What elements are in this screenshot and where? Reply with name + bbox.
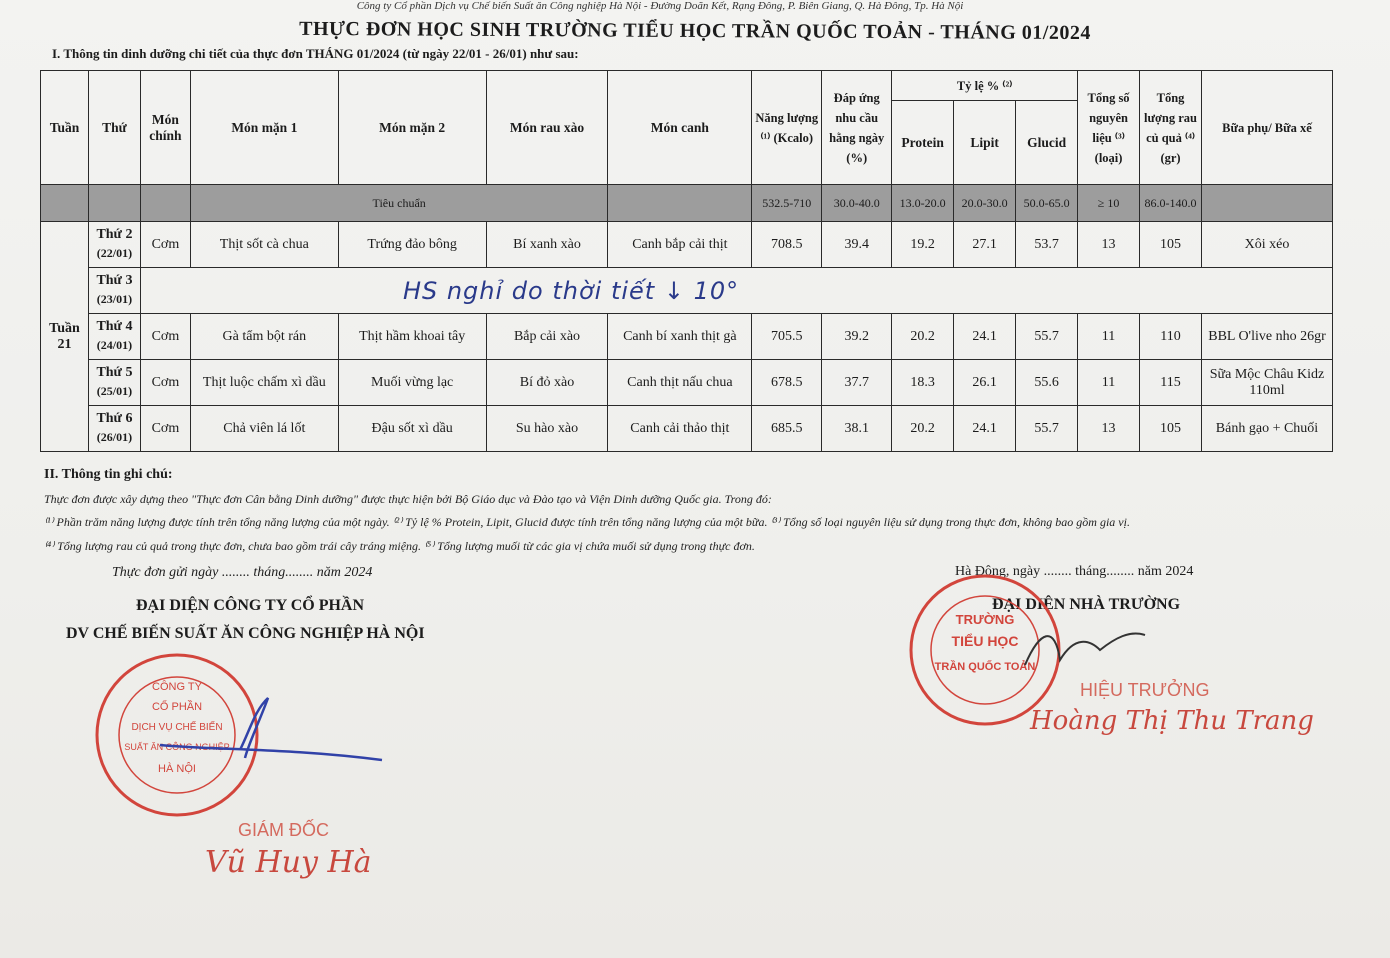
- nang-luong-cell: 705.5: [752, 314, 822, 360]
- day-cell: [88, 314, 140, 360]
- right-signer-name: Hoàng Thị Thu Trang: [1030, 706, 1314, 736]
- dap-ung-cell: 38.1: [822, 406, 892, 452]
- col-dap-ung: Đáp ứng nhu cầu hằng ngày (%): [822, 71, 892, 185]
- left-signature-scribble: [150, 690, 390, 770]
- col-mon-chinh: Món chính: [140, 71, 190, 185]
- protein-cell: 19.2: [892, 222, 954, 268]
- page-title: THỰC ĐƠN HỌC SINH TRƯỜNG TIỂU HỌC TRẦN QUỐC TOẢN - THÁNG 01/2024: [299, 17, 1091, 45]
- col-thu: Thứ: [88, 71, 140, 185]
- mon-man-2-cell: Thịt hầm khoai tây: [338, 314, 486, 360]
- mon-man-1-cell: Thịt luộc chấm xì dầu: [190, 360, 338, 406]
- glucid-cell: 55.7: [1016, 314, 1078, 360]
- stamp-left-line: CỔ PHẦN: [151, 701, 203, 713]
- tong-so-cell: 11: [1078, 314, 1140, 360]
- col-lipit: Lipit: [954, 101, 1016, 185]
- dap-ung-cell: 37.7: [822, 360, 892, 406]
- right-signature-scribble: [1020, 620, 1150, 680]
- col-ty-le: Tỷ lệ % ⁽²⁾: [892, 71, 1078, 101]
- dap-ung-cell: 39.2: [822, 314, 892, 360]
- mon-rau-cell: Bí đỏ xào: [486, 360, 608, 406]
- mon-chinh-cell: Cơm: [140, 360, 190, 406]
- day-cell: [88, 268, 140, 314]
- nang-luong-cell: 708.5: [752, 222, 822, 268]
- left-signer-name: Vũ Huy Hà: [205, 845, 372, 880]
- std-dap-ung: 30.0-40.0: [822, 185, 892, 222]
- day-date: (23/01): [96, 292, 133, 306]
- bua-phu-cell: Bánh gạo + Chuối: [1201, 406, 1332, 452]
- standard-row: [41, 185, 1333, 222]
- handwritten-note-cell: [140, 268, 1332, 314]
- week-cell: Tuần 21: [41, 222, 89, 452]
- table-row: [41, 314, 1333, 360]
- stamp-left-line: CÔNG TY: [152, 681, 202, 693]
- right-org-line: ĐẠI DIỆN NHÀ TRƯỜNG: [992, 596, 1181, 613]
- mon-man-1-cell: Thịt sốt cà chua: [190, 222, 338, 268]
- stamp-left-line: SUẤT ĂN CÔNG NGHIỆP: [124, 742, 230, 752]
- stamp-right-line: TRƯỜNG: [955, 612, 1015, 627]
- right-date-line: Hà Đông, ngày ........ tháng........ năm 2024: [955, 564, 1194, 579]
- left-signer-role: GIÁM ĐỐC: [238, 820, 330, 840]
- lipit-cell: 27.1: [954, 222, 1016, 268]
- table-row: [41, 360, 1333, 406]
- table-row: [41, 406, 1333, 452]
- nang-luong-cell: 685.5: [752, 406, 822, 452]
- stamp-left-line: DỊCH VỤ CHẾ BIẾN: [131, 722, 223, 733]
- mon-man-2-cell: Muối vừng lạc: [338, 360, 486, 406]
- mon-man-2-cell: Đậu sốt xì dầu: [338, 406, 486, 452]
- lipit-cell: 24.1: [954, 314, 1016, 360]
- mon-chinh-cell: Cơm: [140, 314, 190, 360]
- company-address-line: Công ty Cổ phần Dịch vụ Chế biến Suất ăn Công nghiệp Hà Nội - Đường Doãn Kết, Rạng Đông, P. Biên Giang, Q. Hà Đông, Tp. Hà Nội: [356, 0, 964, 12]
- glucid-cell: 55.7: [1016, 406, 1078, 452]
- bua-phu-cell: BBL O'live nho 26gr: [1201, 314, 1332, 360]
- col-mon-man-1: Món mặn 1: [190, 71, 338, 185]
- section-1-heading: I. Thông tin dinh dưỡng chi tiết của thực đơn THÁNG 01/2024 (từ ngày 22/01 - 26/01) như sau:: [52, 46, 579, 61]
- col-mon-man-2: Món mặn 2: [338, 71, 486, 185]
- day-cell: [88, 222, 140, 268]
- left-org-line-1: ĐẠI DIỆN CÔNG TY CỔ PHẦN: [136, 597, 365, 614]
- note-line-1: Thực đơn được xây dựng theo "Thực đơn Cân bằng Dinh dưỡng" được thực hiện bởi Bộ Giáo dục và Đào tạo và Viện Dinh dưỡng Quốc gia. Trong đó:: [44, 492, 772, 506]
- mon-man-1-cell: Chả viên lá lốt: [190, 406, 338, 452]
- col-tuan: Tuần: [41, 71, 89, 185]
- day-label: Thứ 4: [96, 319, 133, 334]
- day-date: (24/01): [96, 338, 133, 352]
- col-protein: Protein: [892, 101, 954, 185]
- mon-canh-cell: Canh bí xanh thịt gà: [608, 314, 752, 360]
- std-protein: 13.0-20.0: [892, 185, 954, 222]
- mon-canh-cell: Canh cải thảo thịt: [608, 406, 752, 452]
- col-tong-so: Tổng số nguyên liệu ⁽³⁾ (loại): [1078, 71, 1140, 185]
- stamp-right-line: TRẦN QUỐC TOẢN: [934, 661, 1036, 673]
- stamp-left-line: HÀ NỘI: [158, 763, 196, 775]
- mon-chinh-cell: Cơm: [140, 406, 190, 452]
- day-cell: [88, 406, 140, 452]
- dap-ung-cell: 39.4: [822, 222, 892, 268]
- nang-luong-cell: 678.5: [752, 360, 822, 406]
- std-glucid: 50.0-65.0: [1016, 185, 1078, 222]
- tong-so-cell: 13: [1078, 222, 1140, 268]
- bua-phu-cell: Xôi xéo: [1201, 222, 1332, 268]
- standard-label: Tiêu chuẩn: [190, 185, 608, 222]
- mon-man-1-cell: Gà tẩm bột rán: [190, 314, 338, 360]
- mon-chinh-cell: Cơm: [140, 222, 190, 268]
- bua-phu-cell: Sữa Mộc Châu Kidz 110ml: [1201, 360, 1332, 406]
- tong-so-cell: 13: [1078, 406, 1140, 452]
- mon-rau-cell: Bí xanh xào: [486, 222, 608, 268]
- day-cell: [88, 360, 140, 406]
- day-date: (26/01): [96, 430, 133, 444]
- tong-luong-cell: 105: [1140, 406, 1202, 452]
- right-signer-role: HIỆU TRƯỞNG: [1080, 680, 1210, 700]
- day-date: (22/01): [96, 246, 133, 260]
- col-mon-rau: Món rau xào: [486, 71, 608, 185]
- mon-man-2-cell: Trứng đảo bông: [338, 222, 486, 268]
- day-label: Thứ 3: [96, 273, 133, 288]
- col-nang-luong: Năng lượng ⁽¹⁾ (Kcalo): [752, 71, 822, 185]
- lipit-cell: 24.1: [954, 406, 1016, 452]
- day-label: Thứ 5: [96, 365, 133, 380]
- left-org-line-2: DV CHẾ BIẾN SUẤT ĂN CÔNG NGHIỆP HÀ NỘI: [66, 625, 425, 642]
- std-nang-luong: 532.5-710: [752, 185, 822, 222]
- table-row: [41, 222, 1333, 268]
- section-2-heading: II. Thông tin ghi chú:: [44, 467, 173, 482]
- lipit-cell: 26.1: [954, 360, 1016, 406]
- handwritten-note: HS nghỉ do thời tiết ↓ 10°: [402, 276, 740, 305]
- mon-rau-cell: Su hào xào: [486, 406, 608, 452]
- note-line-2: ⁽¹⁾ Phần trăm năng lượng được tính trên tổng năng lượng của một ngày. ⁽²⁾ Tỷ lệ % Protein, Lipit, Glucid được tính trên tổng năng lượng của một bữa. ⁽³⁾ Tổng số loại nguyên liệu sử dụng trong thực đơn, không bao gồm gia vị.: [44, 515, 1130, 529]
- tong-luong-cell: 115: [1140, 360, 1202, 406]
- std-tong-luong: 86.0-140.0: [1140, 185, 1202, 222]
- mon-canh-cell: Canh bắp cải thịt: [608, 222, 752, 268]
- note-line-3: ⁽⁴⁾ Tổng lượng rau củ quả trong thực đơn, chưa bao gồm trái cây tráng miệng. ⁽⁵⁾ Tổng lượng muối từ các gia vị chứa muối sử dụng trong thực đơn.: [44, 539, 755, 553]
- tong-so-cell: 11: [1078, 360, 1140, 406]
- day-date: (25/01): [96, 384, 133, 398]
- glucid-cell: 53.7: [1016, 222, 1078, 268]
- mon-rau-cell: Bắp cải xào: [486, 314, 608, 360]
- protein-cell: 20.2: [892, 406, 954, 452]
- col-mon-canh: Món canh: [608, 71, 752, 185]
- stamp-right-line: TIỂU HỌC: [951, 633, 1019, 649]
- col-tong-luong: Tổng lượng rau củ quả ⁽⁴⁾ (gr): [1140, 71, 1202, 185]
- left-date-line: Thực đơn gửi ngày ........ tháng........ năm 2024: [112, 565, 373, 580]
- glucid-cell: 55.6: [1016, 360, 1078, 406]
- table-row: [41, 268, 1333, 314]
- mon-canh-cell: Canh thịt nấu chua: [608, 360, 752, 406]
- protein-cell: 20.2: [892, 314, 954, 360]
- tong-luong-cell: 105: [1140, 222, 1202, 268]
- std-lipit: 20.0-30.0: [954, 185, 1016, 222]
- day-label: Thứ 6: [96, 411, 133, 426]
- menu-table: [40, 70, 1333, 452]
- day-label: Thứ 2: [96, 227, 133, 242]
- std-tong-so: ≥ 10: [1078, 185, 1140, 222]
- tong-luong-cell: 110: [1140, 314, 1202, 360]
- col-glucid: Glucid: [1016, 101, 1078, 185]
- protein-cell: 18.3: [892, 360, 954, 406]
- col-bua-phu: Bữa phụ/ Bữa xế: [1201, 71, 1332, 185]
